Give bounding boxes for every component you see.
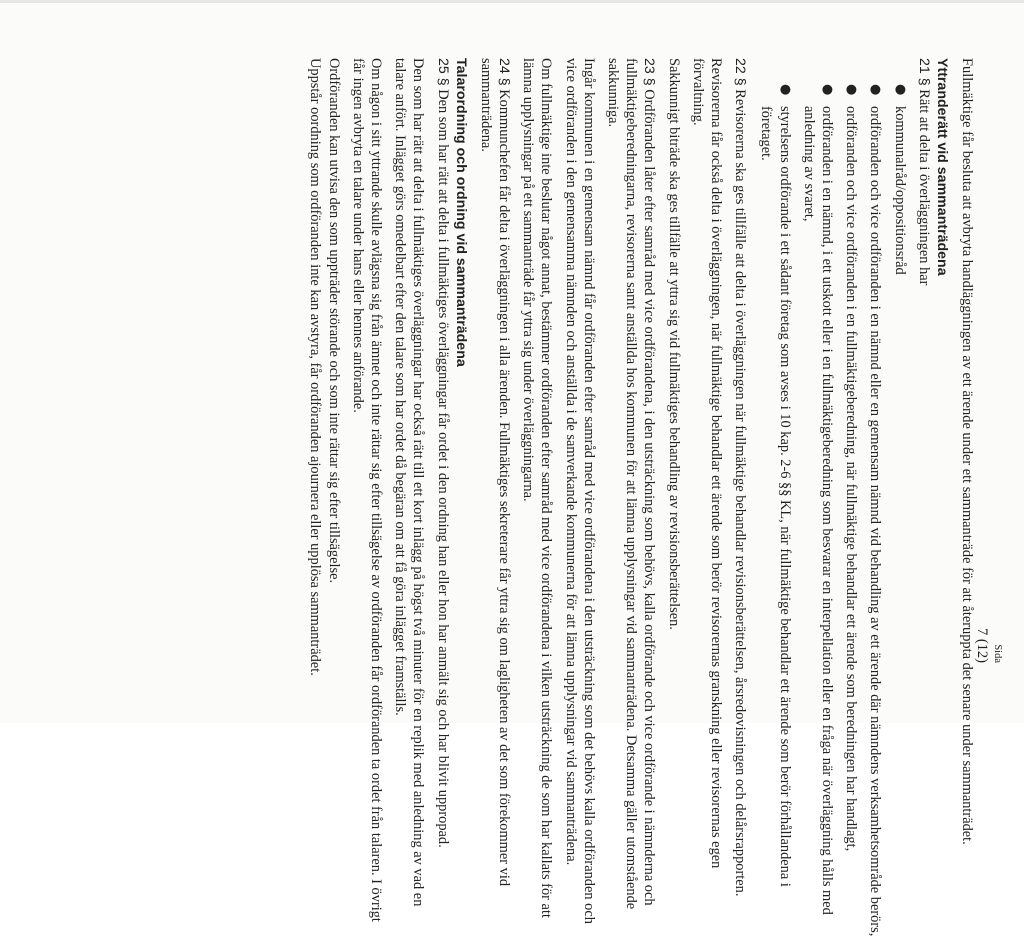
paragraph-22-part-3: Sakkunnigt biträde ska ges tillfälle att yttra sig vid fullmäktiges behandling av revisionsberättelsen. <box>665 58 682 630</box>
paragraph-22 <box>731 58 749 938</box>
list-item-text: styrelsens ordförande i ett sådant företag som avses i 10 kap. 2-6 §§ KL, när fullmäktige behandlar ett ärende som berör förhållandena i företaget. <box>758 106 793 887</box>
bullet-icon: ● <box>868 84 884 96</box>
scan-edge <box>0 0 1024 3</box>
list-item-text: ordföranden och vice ordföranden i en nämnd eller en gemensam nämnd vid behandling av ett ärende där nämndens verksamhetsområde berörs, <box>867 106 884 937</box>
list-item-text: ordföranden i en nämnd, i ett utskott eller i en fullmäktigeberedning som besvarar en interpellation eller en fråga när överläggning hålls med anledning av svaret, <box>800 106 835 915</box>
paragraph-25-number: 25 § <box>434 58 451 86</box>
paragraph-25-part-3: Om någon i sitt yttrande skulle avlägsna sig från ämnet och inte rättar sig efter tillsägelse av ordföranden får ordföranden ta ordet från talaren. I övrigt får ingen avbryta en talare under hans eller hennes anförande. <box>349 58 384 922</box>
paragraph-23-text: Ordföranden låter efter samråd med vice ordförandena, i den utsträckning som behövs, kalla ordförande och vice ordförande i nämnderna och fullmäktigeberedningarna, revisorerna samt anställda hos kommunen för att lämna upplysningar vid sammanträdena. Detsamma gäller utomstående sakkunniga. <box>604 58 658 910</box>
paragraph-25-part-2: Den som har rätt att delta i fullmäktiges överläggningar har också rätt till ett kort inlägg på högst två minuter för en replik med anledning av vad en talare anfört. Inlägget görs omedelbart efter den talare som har ordet då begäran om att få göra inlägget framställs. <box>392 58 427 907</box>
bullet-icon: ● <box>777 84 793 96</box>
list-item-text: ordföranden och vice ordföranden i en fullmäktigeberedning, när fullmäktige behandlar ett ärende som beredningen har handlagt, <box>843 106 860 852</box>
paragraph-24-number: 24 § <box>495 58 512 86</box>
bullet-icon: ● <box>819 84 835 96</box>
paragraph-25-part-5: Uppstår oordning som ordföranden inte kan avstyra, får ordföranden ajournera eller upplösa sammanträdet. <box>307 58 324 676</box>
document-body <box>306 58 976 938</box>
paragraph-25-part-4: Ordföranden kan utvisa den som uppträder störande och som inte rättar sig efter tillsägelse. <box>325 58 342 584</box>
paragraph-21 <box>915 58 933 938</box>
paragraph-22-part-2: Revisorerna får också delta i överläggningen, när fullmäktige behandlar ett ärende som berör revisorernas granskning eller revisorernas egen förvaltning. <box>689 58 724 869</box>
bullet-icon: ● <box>844 84 860 96</box>
bullet-icon: ● <box>892 84 908 96</box>
intro-paragraph: Fullmäktige får besluta att avbryta handläggningen av ett ärende under ett sammanträde för att återuppta det senare under sammanträdet. <box>959 58 975 845</box>
paragraph-21-number: 21 § <box>915 58 932 86</box>
list-item <box>890 84 908 938</box>
page-header <box>973 628 1004 663</box>
list-item-text: kommunalråd/oppositionsråd <box>891 106 908 275</box>
page-label: Sida <box>992 644 1003 663</box>
section-heading-talarordning: Talarordning och ordning vid sammanträdena <box>452 58 469 367</box>
list-item <box>800 84 836 938</box>
paragraph-23-part-2: Ingår kommunen i en gemensam nämnd får ordföranden efter samråd med vice ordförandena i den utsträckning som det behövs kalla ordföranden och vice ordföranden i den gemensamma nämnden och anställda i de samverkande kommunerna för att lämna upplysningar vid sammanträdena. <box>562 58 597 924</box>
paragraph-23 <box>604 58 659 938</box>
list-item <box>842 84 860 938</box>
paragraph-23-part-3: Om fullmäktige inte beslutar något annat, bestämmer ordföranden efter samråd med vice ordförandena i vilken utsträckning de som har kallats för att lämna upplysningar på ett sammanträde får yttra sig under överläggningarna. <box>520 58 555 918</box>
paragraph-22-number: 22 § <box>732 58 749 86</box>
paragraph-25-text: Den som har rätt att delta i fullmäktiges överläggningar får ordet i den ordning han eller hon har anmält sig och har blivit uppropad. <box>434 89 451 848</box>
paragraph-23-number: 23 § <box>641 58 658 86</box>
page-number: 7 (12) <box>974 627 990 663</box>
paragraph-21-text: Rätt att delta i överläggningen har <box>915 89 932 286</box>
paragraph-22-text: Revisorerna ska ges tillfälle att delta i överläggningen när fullmäktige behandlar revisionsberättelsen, årsredovisningen och delårsrapporten. <box>732 89 749 897</box>
paragraph-25 <box>433 58 451 938</box>
list-item <box>757 84 793 938</box>
section-heading-yttranderatt: Yttranderätt vid sammanträdena <box>933 58 950 276</box>
paragraph-24 <box>477 58 513 938</box>
speaking-rights-list <box>757 58 908 938</box>
list-item <box>866 84 884 938</box>
paragraph-24-text: Kommunchefen får delta i överläggningen i alla ärenden. Fullmäktiges sekreterare får yttra sig om lagligheten av det som förekommer vid sammanträdena. <box>477 58 512 887</box>
